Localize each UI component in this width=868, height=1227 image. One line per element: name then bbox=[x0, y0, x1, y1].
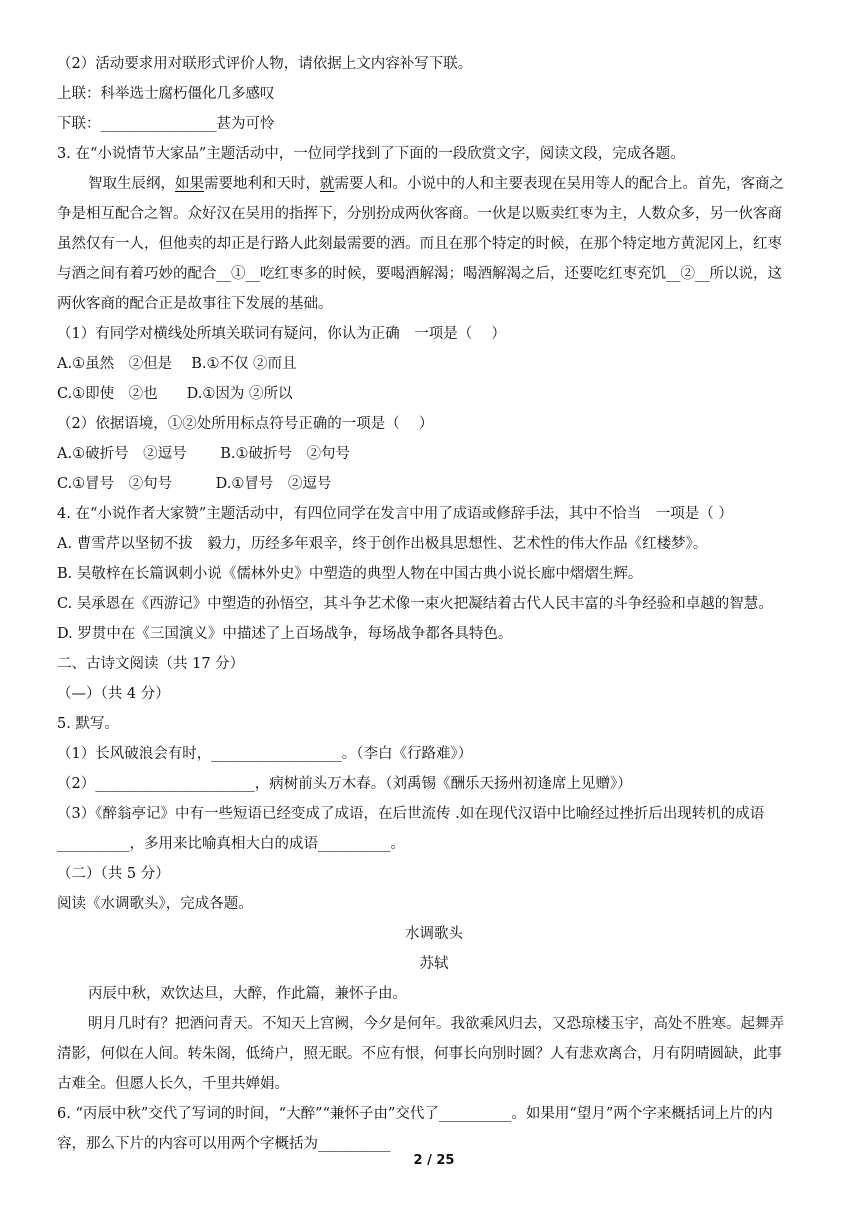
option-d: D. 罗贯中在《三国演义》中描述了上百场战争，每场战争都各具特色。 bbox=[57, 626, 513, 642]
couplet-lower: 下联：________________甚为可怜 bbox=[57, 116, 275, 132]
question-5-3: （3）《醉翁亭记》中有一些短语已经变成了成语，在后世流传 .如在现代汉语中比喻经过挫折后出现转机的成语 bbox=[57, 806, 765, 822]
poem-line-2: 清影，何似在人间。转朱阁，低绮户，照无眠。不应有恨，何事长向别时圆？人有悲欢离合，月有阴晴圆缺，此事 bbox=[57, 1046, 782, 1062]
section-heading: 二、古诗文阅读（共 17 分） bbox=[57, 656, 245, 672]
passage-line-1 bbox=[88, 174, 784, 194]
option-a: A. 曹雪芹以坚韧不拔 毅力，历经多年艰辛，终于创作出极具思想性、艺术性的伟大作品《红楼梦》。 bbox=[57, 536, 708, 552]
underlined-word-jiu: 就 bbox=[320, 176, 335, 192]
reading-instruction: 阅读《水调歌头》，完成各题。 bbox=[57, 896, 253, 912]
question-5-2: （2）______________________，病树前头万木春。（刘禹锡《酬乐天扬州初逢席上见赠》） bbox=[57, 776, 632, 792]
question-5-1: （1）长风破浪会有时，__________________。（李白《行路难》） bbox=[57, 746, 473, 762]
poem-author: 苏轼 bbox=[419, 956, 449, 972]
underlined-word-rugu: 如果 bbox=[175, 176, 204, 192]
passage-text: 所以说，这 bbox=[709, 266, 782, 282]
question-6-cont: 容，那么下片的内容可以用两个字概括为__________ bbox=[57, 1136, 391, 1152]
options-cd: C.①冒号 ②句号 D.①冒号 ②逗号 bbox=[57, 476, 332, 492]
options-cd: C.①即使 ②也 D.①因为 ②所以 bbox=[57, 386, 293, 402]
blank-2: __②__ bbox=[666, 266, 710, 282]
poem-preface: 丙辰中秋，欢饮达旦，大醉，作此篇，兼怀子由。 bbox=[88, 986, 407, 1002]
option-b: B. 吴敬梓在长篇讽刺小说《儒林外史》中塑造的典型人物在中国古典小说长廊中熠熠生辉。 bbox=[57, 566, 643, 582]
option-c: C. 吴承恩在《西游记》中塑造的孙悟空，其斗争艺术像一束火把凝结着古代人民丰富的斗争经验和卓越的智慧。 bbox=[57, 596, 773, 612]
passage-line-4 bbox=[57, 264, 782, 284]
options-ab: A.①虽然 ②但是 B.①不仅 ②而且 bbox=[57, 356, 297, 372]
passage-line-2: 争是相互配合之智。众好汉在吴用的指挥下，分别扮成两伙客商。一伙是以贩卖红枣为主，人数众多，另一伙客商 bbox=[57, 206, 782, 222]
passage-text: 需要地利和天时， bbox=[204, 176, 320, 192]
question-6: 6. “丙辰中秋”交代了写词的时间，“大醉”“兼怀子由”交代了__________。如果用“望月”两个字来概括词上片的内 bbox=[57, 1106, 773, 1122]
passage-text: 与酒之间有着巧妙的配合 bbox=[57, 266, 217, 282]
passage-text: 需要人和。小说中的人和主要表现在吴用等人的配合上。首先，客商之 bbox=[334, 176, 784, 192]
subsection-heading: （—）（共 4 分） bbox=[57, 686, 170, 702]
page-number: 2 / 25 bbox=[413, 1153, 455, 1168]
question-3-intro: 3. 在“小说情节大家品”主题活动中，一位同学找到了下面的一段欣赏文字，阅读文段，完成各题。 bbox=[57, 146, 685, 162]
poem-title: 水调歌头 bbox=[405, 926, 463, 942]
passage-line-5: 两伙客商的配合正是故事往下发展的基础。 bbox=[57, 296, 333, 312]
question-3-1: （1）有同学对横线处所填关联词有疑问，你认为正确 一项是（ ） bbox=[57, 326, 506, 342]
question-3-2: （2）依据语境，①②处所用标点符号正确的一项是（ ） bbox=[57, 416, 434, 432]
poem-line-1: 明月几时有？把酒问青天。不知天上宫阙，今夕是何年。我欲乘风归去，又恐琼楼玉宇，高处不胜寒。起舞弄 bbox=[88, 1016, 784, 1032]
blank-1: __①__ bbox=[216, 266, 260, 282]
poem-line-3: 古难全。但愿人长久，千里共婵娟。 bbox=[57, 1076, 289, 1092]
passage-text: 吃红枣多的时候，要喝酒解渴；喝酒解渴之后，还要吃红枣充饥 bbox=[260, 266, 666, 282]
couplet-upper: 上联：科举选士腐朽僵化几多感叹 bbox=[57, 86, 275, 102]
passage-text: 智取生辰纲， bbox=[88, 176, 175, 192]
options-ab: A.①破折号 ②逗号 B.①破折号 ②句号 bbox=[57, 446, 350, 462]
passage-line-3: 虽然仅有一人，但他卖的却正是行路人此刻最需要的酒。而且在那个特定的时候，在那个特定地方黄泥冈上，红枣 bbox=[57, 236, 782, 252]
question-5-3-blanks: __________，多用来比喻真相大白的成语__________。 bbox=[57, 836, 405, 852]
question-4: 4. 在“小说作者大家赞”主题活动中，有四位同学在发言中用了成语或修辞手法，其中不恰当 一项是（ ） bbox=[57, 506, 733, 522]
question-5: 5. 默写。 bbox=[57, 716, 119, 732]
subsection-heading: （二）（共 5 分） bbox=[57, 866, 170, 882]
question-2-2-prompt: （2）活动要求用对联形式评价人物，请依据上文内容补写下联。 bbox=[57, 56, 473, 72]
